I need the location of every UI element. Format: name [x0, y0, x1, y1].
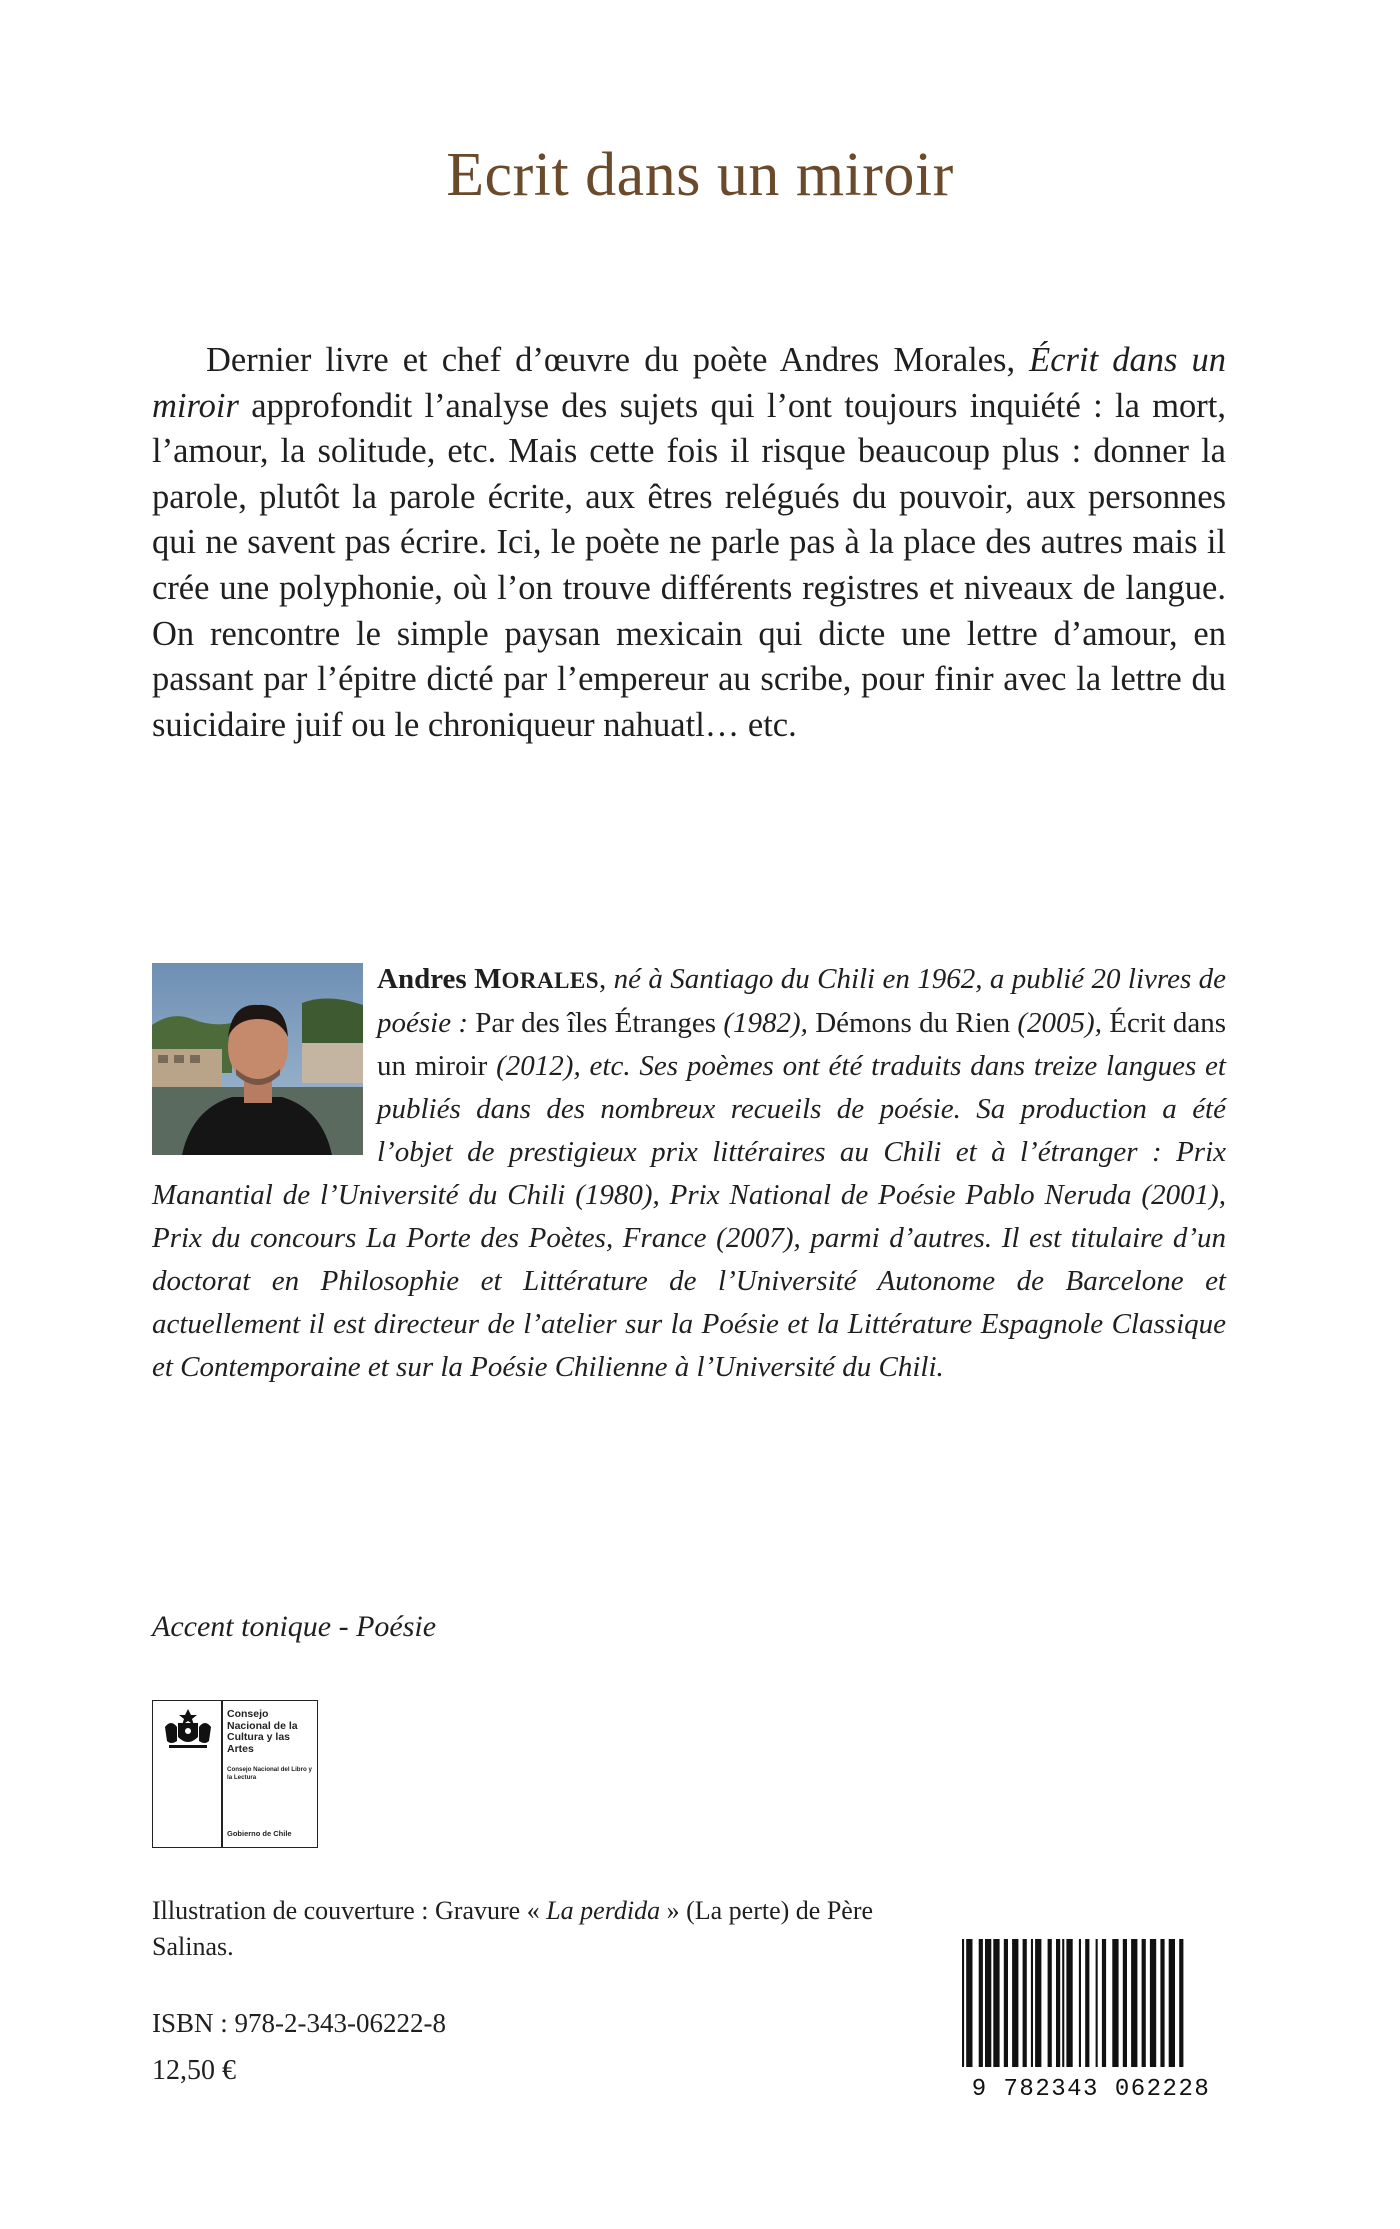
isbn: ISBN : 978-2-343-06222-8: [152, 2008, 446, 2038]
barcode-bar: [1150, 1939, 1156, 2067]
collection-name: Accent tonique - Poésie: [152, 1610, 437, 1643]
price: 12,50 €: [152, 2055, 236, 2086]
barcode-bar: [1079, 1939, 1081, 2067]
book-title: Ecrit dans un miroir: [446, 141, 954, 209]
bio-text-rest: (2012), etc. Ses poèmes ont été traduits dans treize langues et publiés dans des nombreux recueils de poésie. Sa production a été l’objet de prestigieux prix littéraires au Chili et à l’étranger : Prix Manantial de l’Université du Chili (1980), Prix National de Poésie Pablo Neruda (2001), Prix du concours La Porte des Poètes, France (2007), parmi d’autres. Il est titulaire d’un doctorat en Philosophie et Littérature de l’Université Autonome de Barcelone et actuellement il est directeur de l’atelier sur la Poésie et la Littérature Espagnole Classique et Contemporaine et sur la Poésie Chilienne à l’Université du Chili.: [152, 1050, 1226, 1383]
barcode-bar: [993, 1939, 999, 2067]
barcode-bar: [1179, 1939, 1183, 2067]
barcode-bar: [1169, 1939, 1175, 2067]
author-biography: Andres MORALES, né à Santiago du Chili en 1962, a publié 20 livres de poésie : Par des îles Étranges (1982), Démons du Rien (2005), Écrit dans un miroir (2012), etc. Ses poèmes ont été traduits dans treize langues et publiés dans des nombreux recueils de poésie. Sa production a été l’objet de prestigieux prix littéraires au Chili et à l’étranger : Prix Manantial de l’Université du Chili (1980), Prix National de Poésie Pablo Neruda (2001), Prix du concours La Porte des Poètes, France (2007), parmi d’autres. Il est titulaire d’un doctorat en Philosophie et Littérature de l’Université Autonome de Barcelone et actuellement il est directeur de l’atelier sur la Poésie et la Littérature Espagnole Classique et Contemporaine et sur la Poésie Chilienne à l’Université du Chili.: [152, 963, 1227, 1383]
bio-text-intro: né à Santiago du Chili en 1962, a publié 20 livres de poésie :: [377, 963, 1226, 1039]
barcode-bar: [1056, 1939, 1060, 2067]
logo-government: Gobierno de Chile: [227, 1829, 292, 1838]
barcode-bar: [985, 1939, 991, 2067]
blurb-book-title: Écrit dans un miroir: [152, 341, 1226, 425]
barcode-bar: [1066, 1939, 1072, 2067]
isbn-barcode: [958, 1939, 1224, 2099]
barcode-bar: [1035, 1939, 1041, 2067]
blurb-text-end: approfondit l’analyse des sujets qui l’ont toujours inquiété : la mort, l’amour, la solitude, etc. Mais cette fois il risque beaucoup plus : donner la parole, plutôt la parole écrite, aux êtres relégués du pouvoir, aux personnes qui ne savent pas écrire. Ici, le poète ne parle pas à la place des autres mais il crée une polyphonie, où l’on trouve différents registres et niveaux de langue. On rencontre le simple paysan mexicain qui dicte une lettre d’amour, en passant par l’épitre dicté par l’empereur au scribe, pour finir avec la lettre du suicidaire juif ou le chroniqueur nahuatl… etc.: [152, 386, 1226, 744]
barcode-bar: [1112, 1939, 1118, 2067]
barcode-bar: [1123, 1939, 1127, 2067]
barcode-bar: [979, 1939, 983, 2067]
logo-book-council: Consejo Nacional del Libro y la Lectura: [227, 1766, 312, 1781]
publisher-logo: [152, 1700, 318, 1848]
blurb-text-start: Dernier livre et chef d’œuvre du poète Andres Morales,: [206, 341, 1030, 379]
bio-book-1: Par des îles Étranges: [475, 1007, 717, 1039]
barcode-bar: [1142, 1939, 1146, 2067]
barcode-digits: 9 782343 062228: [971, 2076, 1211, 2099]
bio-book-3: Écrit dans un miroir: [377, 1007, 1227, 1082]
author-name: Andres MORALES: [377, 963, 600, 995]
barcode-bar: [1048, 1939, 1052, 2067]
coat-of-arms-icon: [161, 1707, 215, 1751]
barcode-bar: [1102, 1939, 1106, 2067]
barcode-bar: [962, 1939, 964, 2067]
barcode-bar: [1160, 1939, 1164, 2067]
cover-illustration-credit: Illustration de couverture : Gravure « La perdida » (La perte) de Père Salinas.: [152, 1896, 874, 1961]
barcode-bar: [1096, 1939, 1098, 2067]
barcode-bar: [1012, 1939, 1018, 2067]
barcode-bar: [1023, 1939, 1027, 2067]
barcode-bar: [966, 1939, 972, 2067]
logo-council-name: Consejo Nacional de la Cultura y las Artes: [227, 1708, 298, 1755]
barcode-bar: [1131, 1939, 1137, 2067]
bio-book-2: Démons du Rien: [815, 1007, 1011, 1039]
barcode-bar: [1031, 1939, 1033, 2067]
barcode-bar: [1004, 1939, 1008, 2067]
barcode-bar: [1085, 1939, 1089, 2067]
back-cover-blurb: [152, 338, 1226, 748]
barcode-bar: [1062, 1939, 1064, 2067]
illustration-work-title: La perdida: [546, 1896, 661, 1925]
